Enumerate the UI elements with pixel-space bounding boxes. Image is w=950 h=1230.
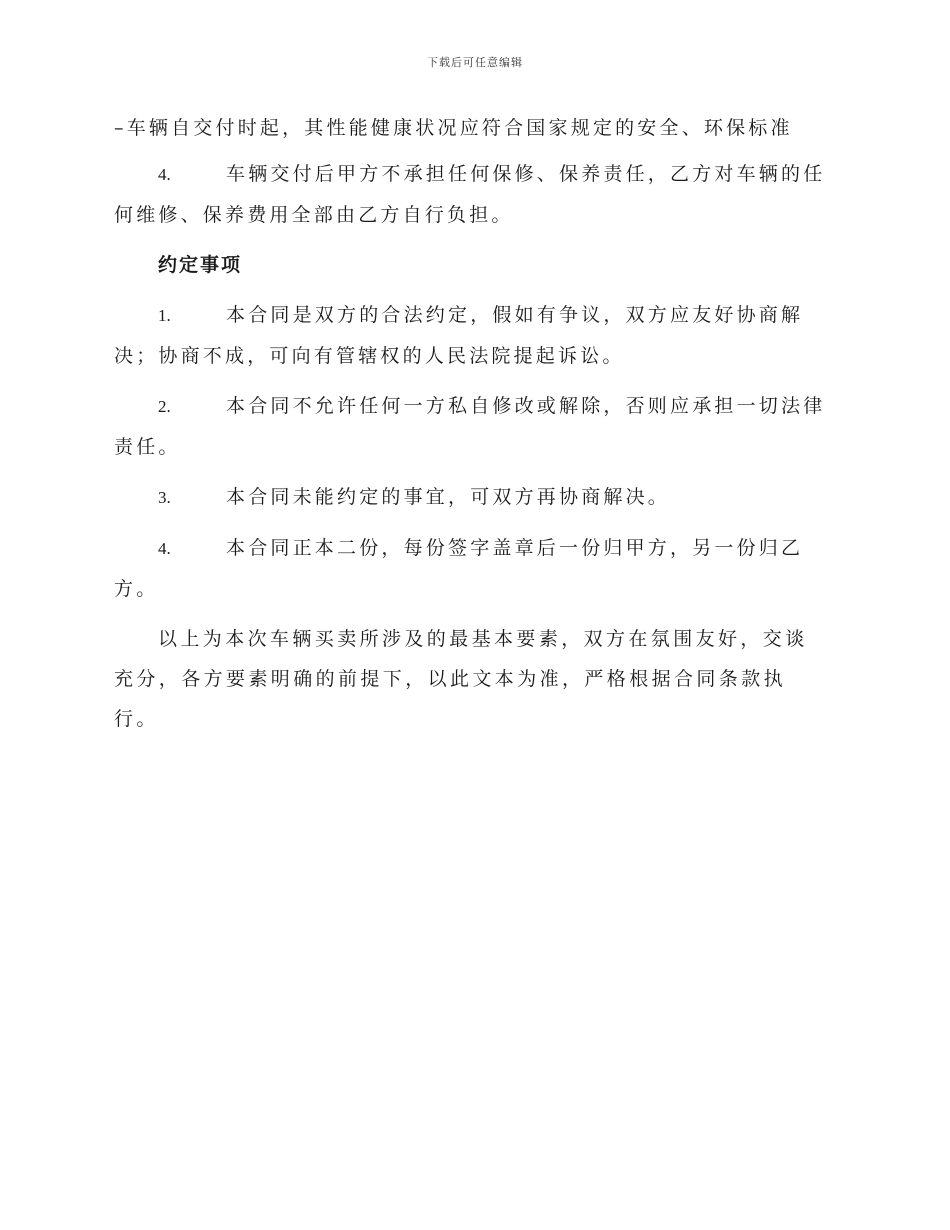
agreement-clause-2 (114, 386, 836, 467)
agreement-clause-3 (114, 477, 836, 518)
clause-text: 本合同未能约定的事宜，可双方再协商解决。 (226, 486, 671, 508)
clause-number: 4. (158, 165, 171, 184)
clause-number: 4. (158, 539, 171, 558)
agreement-clause-1 (114, 295, 836, 376)
clause-number: 2. (158, 397, 171, 416)
page-header: 下载后可任意编辑 (427, 56, 523, 69)
closing-wrapper (114, 619, 814, 739)
warranty-clause (114, 154, 836, 235)
document-body (114, 108, 836, 739)
clause-number: 1. (158, 306, 171, 325)
dash-list-item: –车辆自交付时起，其性能健康状况应符合国家规定的安全、环保标准 (114, 117, 793, 139)
clause-text: 车辆交付后甲方不承担任何保修、保养责任，乙方对车辆的任何维修、保养费用全部由乙方自行负担。 (114, 163, 826, 226)
closing-paragraph: 以上为本次车辆买卖所涉及的最基本要素，双方在氛围友好，交谈充分，各方要素明确的前提下，以此文本为准，严格根据合同条款执行。 (114, 628, 808, 730)
clause-number: 3. (158, 488, 171, 507)
clause-text: 本合同不允许任何一方私自修改或解除，否则应承担一切法律责任。 (114, 395, 826, 458)
clause-text: 本合同是双方的合法约定，假如有争议，双方应友好协商解决；协商不成，可向有管辖权的人民法院提起诉讼。 (114, 304, 804, 367)
agreement-clause-4 (114, 528, 836, 609)
clause-text: 本合同正本二份，每份签字盖章后一份归甲方，另一份归乙方。 (114, 537, 804, 600)
section-title: 约定事项 (158, 254, 243, 276)
